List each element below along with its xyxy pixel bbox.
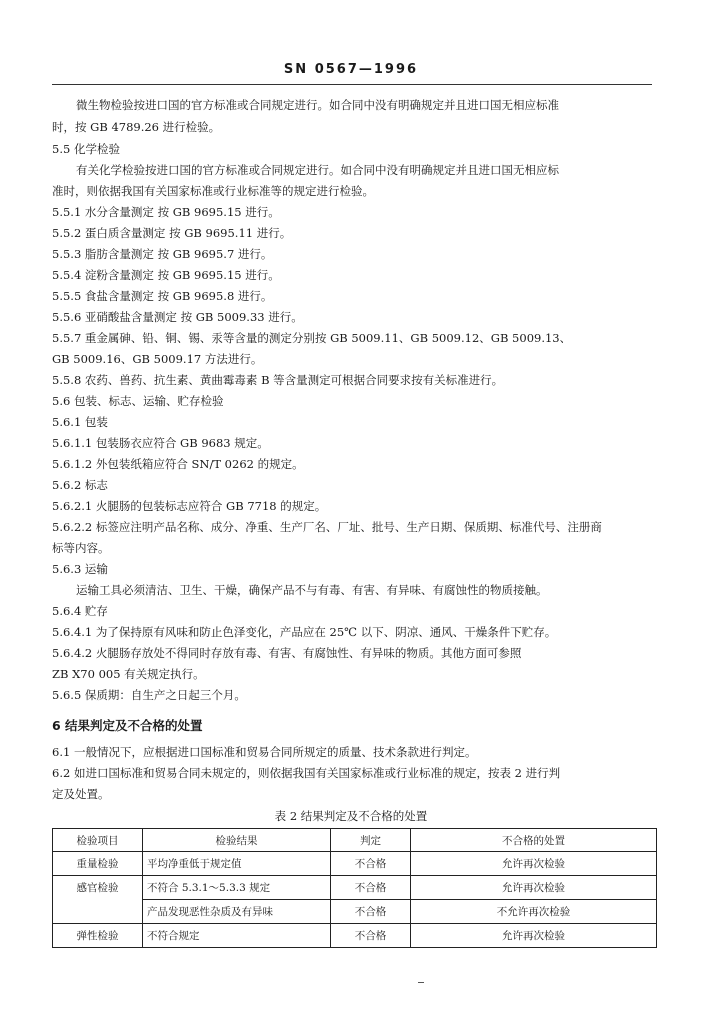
action-cell: 允许再次检验 xyxy=(411,924,657,948)
clause-line: 5.6.2 标志 xyxy=(52,478,108,492)
judge-cell: 不合格 xyxy=(331,924,411,948)
clause-line: 5.6.1.1 包装肠衣应符合 GB 9683 规定。 xyxy=(52,436,269,450)
section-heading: 5.6 包装、标志、运输、贮存检验 xyxy=(52,394,224,408)
table-row xyxy=(53,876,657,900)
table-header-row xyxy=(53,829,657,852)
clause-line: 6.2 如进口国标准和贸易合同未规定的，则依据我国有关国家标准或行业标准的规定，按表 2 进行判 xyxy=(52,766,561,780)
paragraph-line: 准时，则依据我国有关国家标准或行业标准等的规定进行检验。 xyxy=(52,184,374,198)
clause-line: 5.5.4 淀粉含量测定 按 GB 9695.15 进行。 xyxy=(52,268,280,282)
clause-line: 5.5.6 亚硝酸盐含量测定 按 GB 5009.33 进行。 xyxy=(52,310,303,324)
paragraph-line: 微生物检验按进口国的官方标准或合同规定进行。如合同中没有明确规定并且进口国无相应标准 xyxy=(76,98,559,112)
clause-line: 5.6.1 包装 xyxy=(52,415,108,429)
clause-line: 5.6.3 运输 xyxy=(52,562,108,576)
action-cell: 允许再次检验 xyxy=(411,876,657,900)
clause-line: 5.6.4 贮存 xyxy=(52,604,108,618)
clause-line: 5.5.1 水分含量测定 按 GB 9695.15 进行。 xyxy=(52,205,280,219)
header-cell: 检验项目 xyxy=(53,829,143,852)
clause-line: 5.5.2 蛋白质含量测定 按 GB 9695.11 进行。 xyxy=(52,226,292,240)
result-cell: 产品发现恶性杂质及有异味 xyxy=(143,900,331,924)
clause-line: 5.6.2.2 标签应注明产品名称、成分、净重、生产厂名、厂址、批号、生产日期、保质期、标准代号、注册商 xyxy=(52,520,602,534)
header-cell: 检验结果 xyxy=(143,829,331,852)
result-cell: 不符合 5.3.1～5.3.3 规定 xyxy=(143,876,331,900)
clause-line: 5.6.1.2 外包装纸箱应符合 SN/T 0262 的规定。 xyxy=(52,457,304,471)
chapter-heading: 6 结果判定及不合格的处置 xyxy=(52,719,203,733)
clause-line: 5.6.5 保质期：自生产之日起三个月。 xyxy=(52,688,246,702)
paragraph-line: 有关化学检验按进口国的官方标准或合同规定进行。如合同中没有明确规定并且进口国无相应标 xyxy=(76,163,559,177)
judge-cell: 不合格 xyxy=(331,852,411,876)
paragraph-line: 运输工具必须清洁、卫生、干燥，确保产品不与有毒、有害、有异味、有腐蚀性的物质接触。 xyxy=(76,583,548,597)
clause-line: GB 5009.16、GB 5009.17 方法进行。 xyxy=(52,352,263,366)
judge-cell: 不合格 xyxy=(331,900,411,924)
end-mark xyxy=(418,982,424,983)
judge-cell: 不合格 xyxy=(331,876,411,900)
header-cell: 不合格的处置 xyxy=(411,829,657,852)
item-cell: 重量检验 xyxy=(53,852,143,876)
section-heading: 5.5 化学检验 xyxy=(52,142,120,156)
clause-line: 5.5.5 食盐含量测定 按 GB 9695.8 进行。 xyxy=(52,289,273,303)
clause-line: 5.6.2.1 火腿肠的包装标志应符合 GB 7718 的规定。 xyxy=(52,499,327,513)
clause-line: 5.5.7 重金属砷、铅、铜、锡、汞等含量的测定分别按 GB 5009.11、GB 5009.12、GB 5009.13、 xyxy=(52,331,572,345)
clause-line: ZB X70 005 有关规定执行。 xyxy=(52,667,205,681)
clause-line: 5.6.4.2 火腿肠存放处不得同时存放有毒、有害、有腐蚀性、有异味的物质。其他方面可参照 xyxy=(52,646,522,660)
table-row xyxy=(53,924,657,948)
header-cell: 判定 xyxy=(331,829,411,852)
action-cell: 允许再次检验 xyxy=(411,852,657,876)
item-cell: 感官检验 xyxy=(53,876,143,924)
clause-line: 5.5.8 农药、兽药、抗生素、黄曲霉毒素 B 等含量测定可根据合同要求按有关标准进行。 xyxy=(52,373,504,387)
paragraph-line: 时，按 GB 4789.26 进行检验。 xyxy=(52,120,221,134)
clause-line: 5.5.3 脂肪含量测定 按 GB 9695.7 进行。 xyxy=(52,247,273,261)
header-rule xyxy=(52,84,652,85)
table-row xyxy=(53,852,657,876)
result-cell: 不符合规定 xyxy=(143,924,331,948)
result-table xyxy=(52,828,657,948)
table-caption: 表 2 结果判定及不合格的处置 xyxy=(274,809,428,823)
clause-line: 定及处置。 xyxy=(52,787,110,801)
action-cell: 不允许再次检验 xyxy=(411,900,657,924)
page-header: SN 0567—1996 xyxy=(283,62,419,77)
clause-line: 6.1 一般情况下，应根据进口国标准和贸易合同所规定的质量、技术条款进行判定。 xyxy=(52,745,477,759)
item-cell: 弹性检验 xyxy=(53,924,143,948)
clause-line: 标等内容。 xyxy=(52,541,110,555)
clause-line: 5.6.4.1 为了保持原有风味和防止色泽变化，产品应在 25℃ 以下、阴凉、通风、干燥条件下贮存。 xyxy=(52,625,557,639)
table-row xyxy=(53,900,657,924)
result-cell: 平均净重低于规定值 xyxy=(143,852,331,876)
